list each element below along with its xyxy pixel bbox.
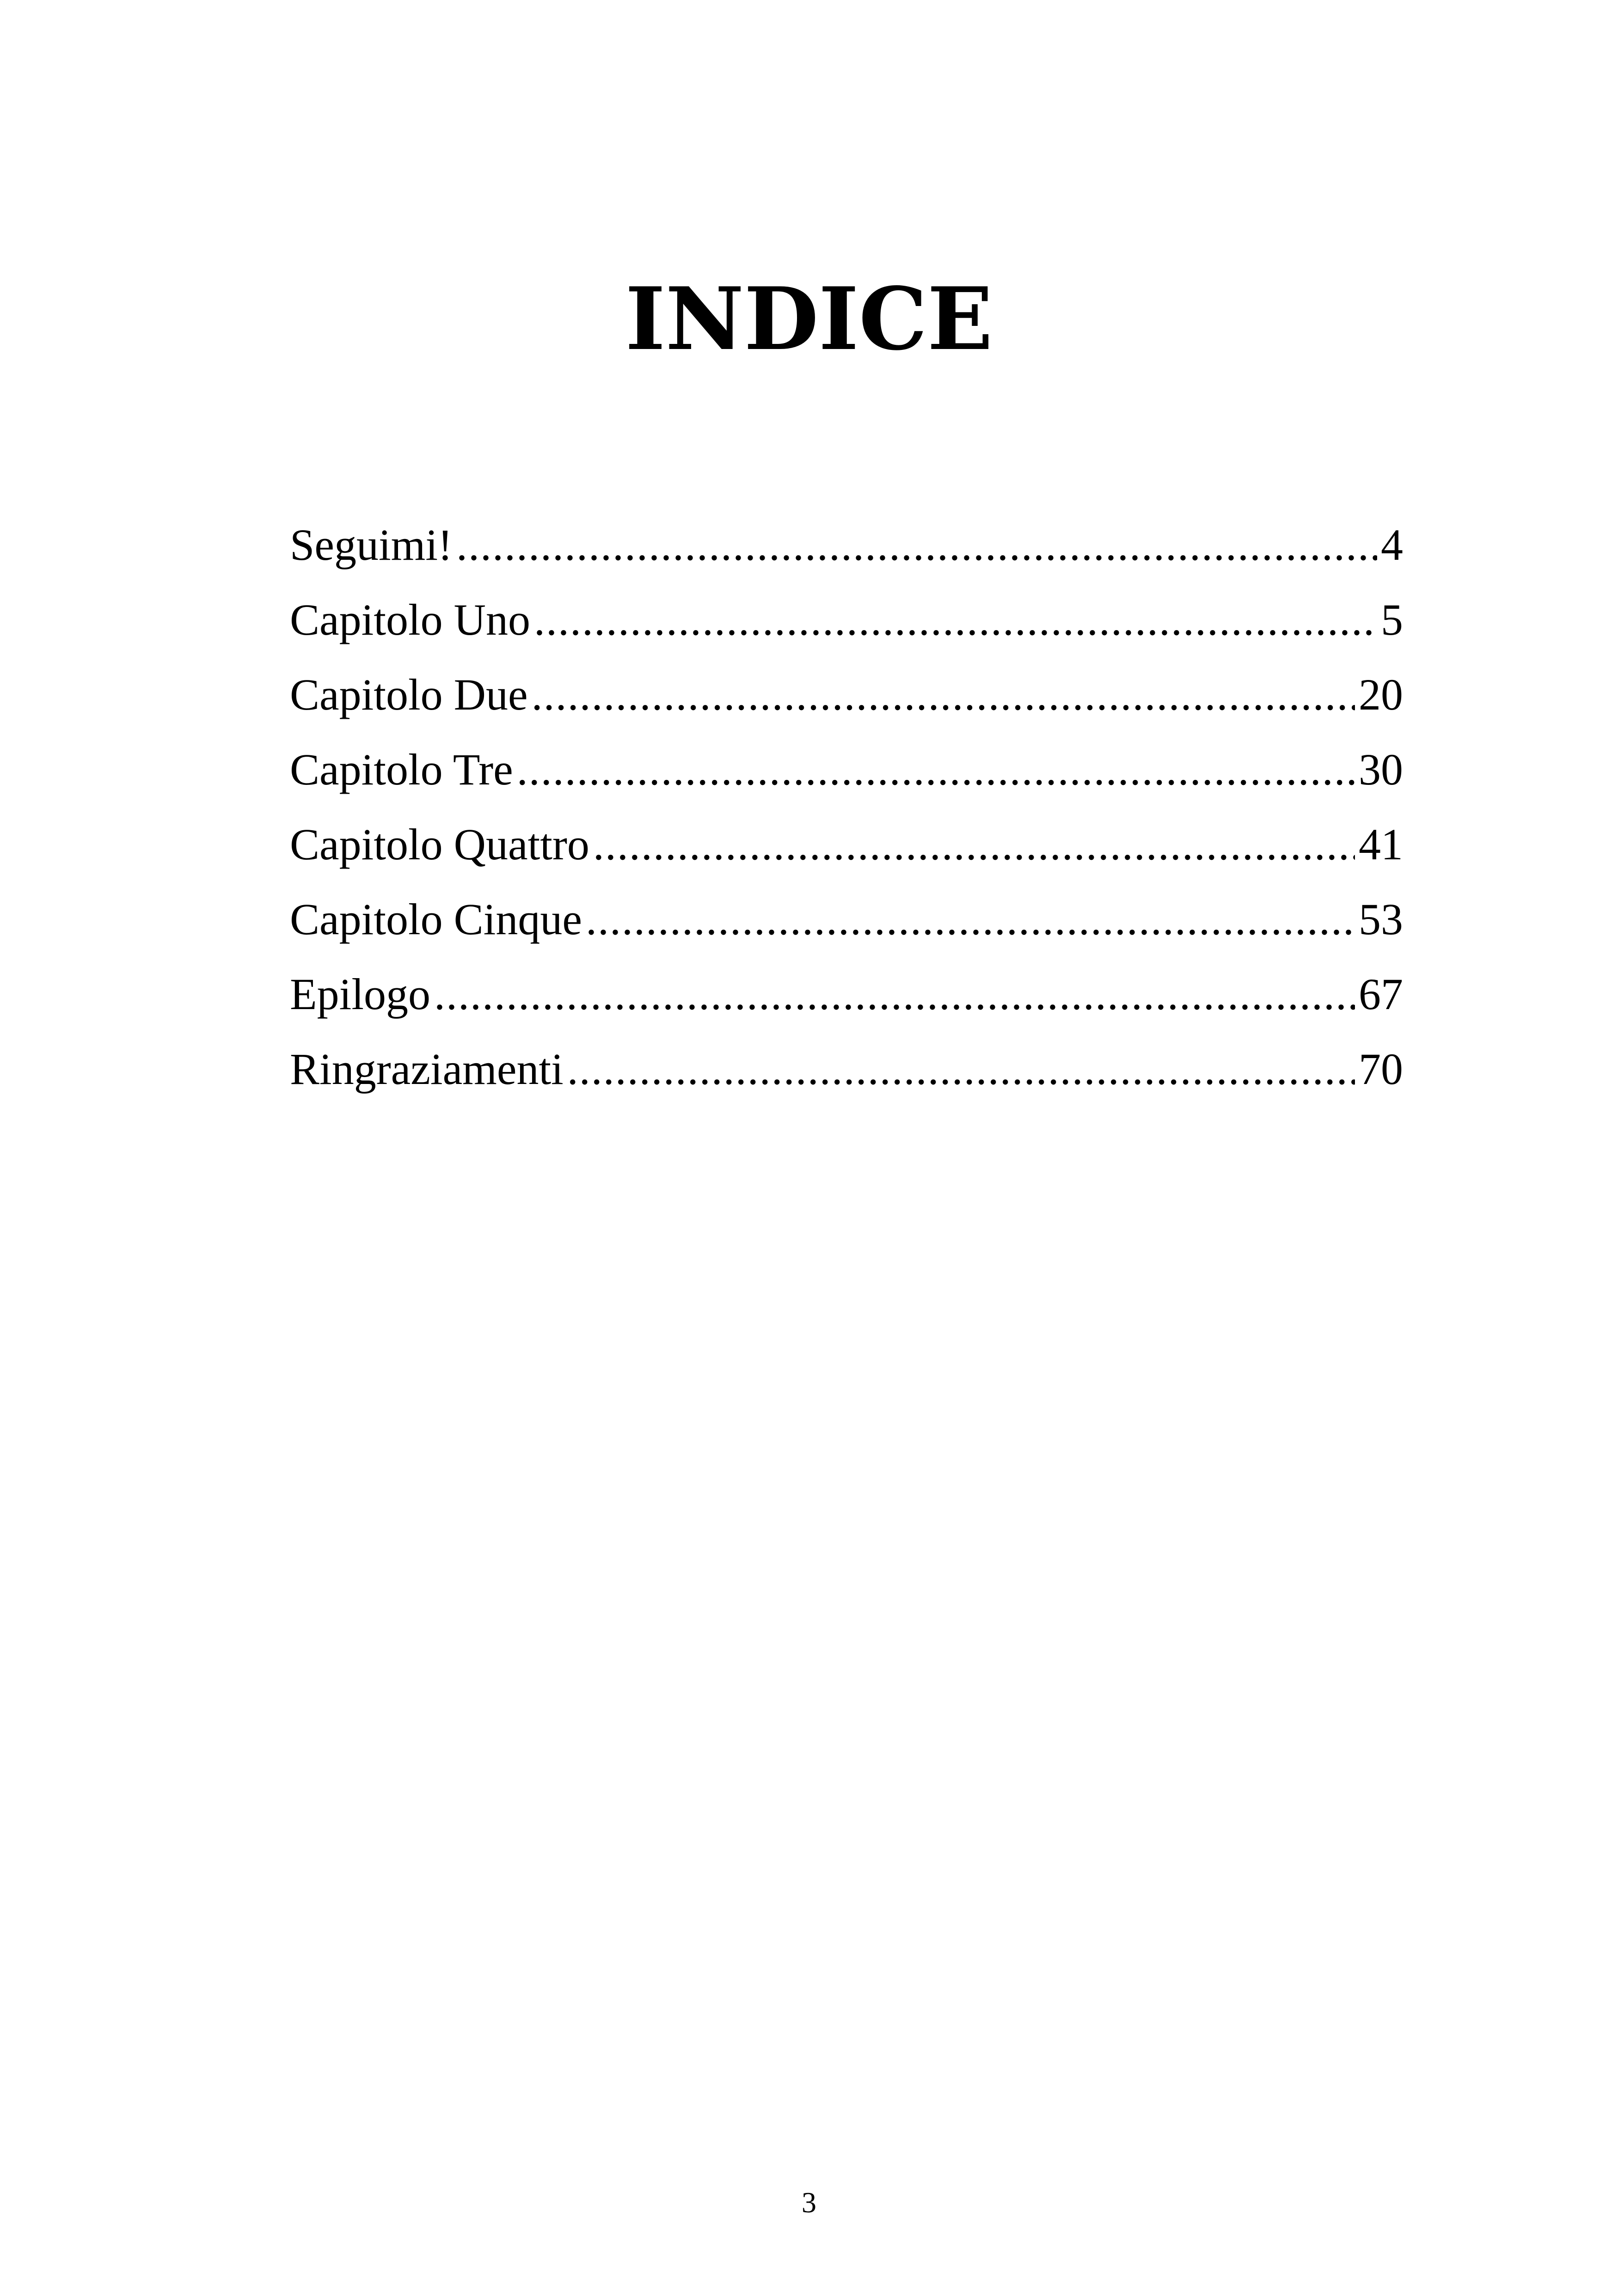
toc-entry-title: Capitolo Quattro xyxy=(290,820,589,869)
toc-entry-page: 67 xyxy=(1359,969,1403,1019)
dot-leader xyxy=(532,657,1355,732)
dot-leader xyxy=(434,957,1355,1032)
dot-leader xyxy=(567,1032,1355,1107)
toc-entry[interactable] xyxy=(290,807,1403,882)
dot-leader xyxy=(517,732,1355,807)
dot-leader xyxy=(593,807,1355,882)
toc-entry-page: 4 xyxy=(1381,520,1403,569)
dot-leader xyxy=(586,882,1355,957)
toc-entry-page: 5 xyxy=(1381,595,1403,644)
toc-entry[interactable] xyxy=(290,508,1403,582)
toc-entry[interactable] xyxy=(290,657,1403,732)
toc-entry-title: Seguimi! xyxy=(290,520,453,569)
toc-entry-title: Capitolo Due xyxy=(290,670,528,719)
dot-leader xyxy=(534,582,1377,657)
toc-entry[interactable] xyxy=(290,957,1403,1032)
toc-entry[interactable] xyxy=(290,732,1403,807)
toc-entry-page: 30 xyxy=(1359,745,1403,794)
toc-entry-page: 53 xyxy=(1359,894,1403,944)
toc-entry-title: Capitolo Tre xyxy=(290,745,513,794)
toc-entry-page: 70 xyxy=(1359,1044,1403,1094)
toc-entry[interactable] xyxy=(290,1032,1403,1107)
table-of-contents xyxy=(290,508,1403,1107)
toc-entry-page: 20 xyxy=(1359,670,1403,719)
toc-entry-page: 41 xyxy=(1359,820,1403,869)
toc-entry[interactable] xyxy=(290,582,1403,657)
toc-entry[interactable] xyxy=(290,882,1403,957)
toc-entry-title: Capitolo Cinque xyxy=(290,894,582,944)
page-title: INDICE xyxy=(625,268,993,369)
toc-entry-title: Ringraziamenti xyxy=(290,1044,564,1094)
page-number: 3 xyxy=(802,2186,816,2219)
toc-entry-title: Capitolo Uno xyxy=(290,595,530,644)
toc-entry-title: Epilogo xyxy=(290,969,430,1019)
dot-leader xyxy=(456,508,1377,582)
